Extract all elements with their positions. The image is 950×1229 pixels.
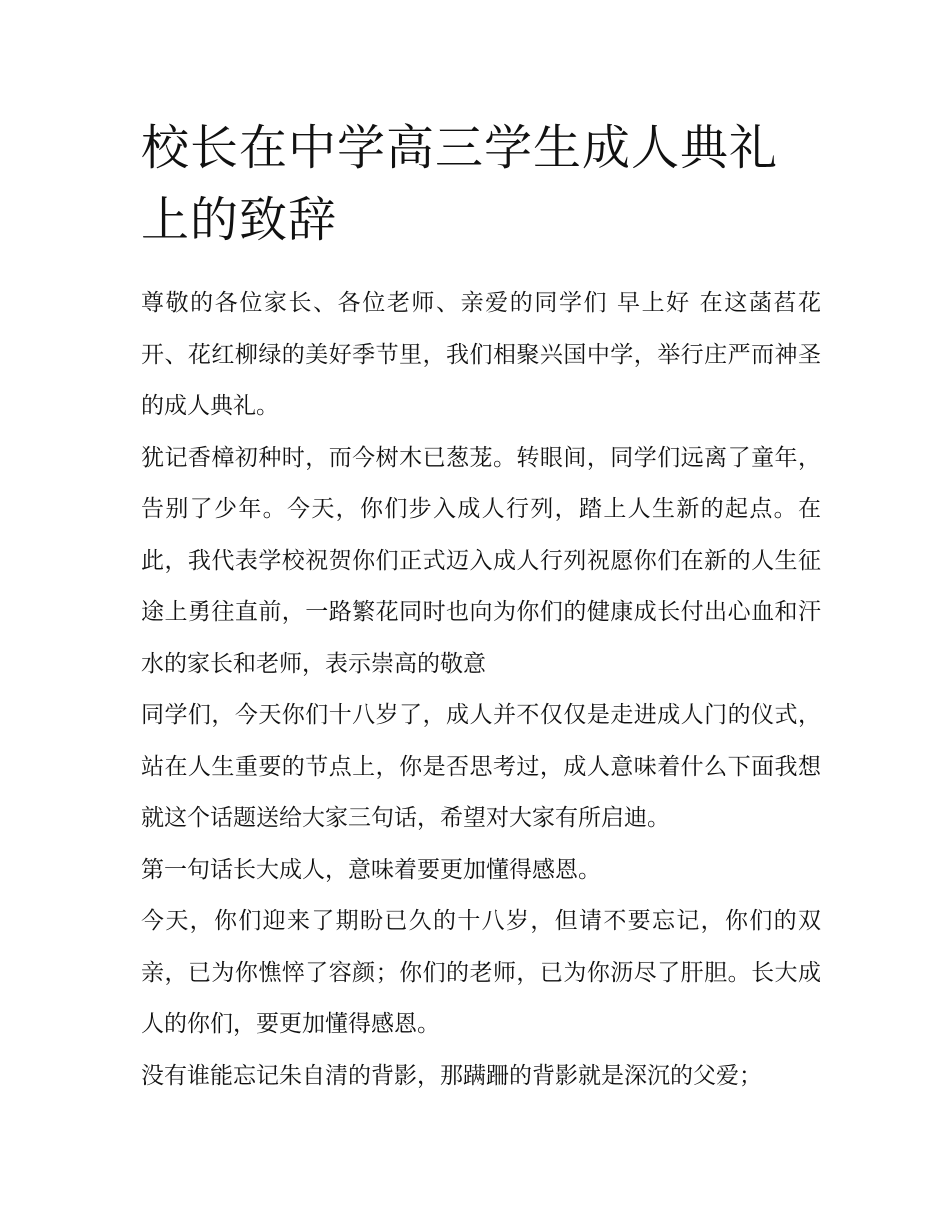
paragraph-gratitude: 今天，你们迎来了期盼已久的十八岁，但请不要忘记，你们的双亲，已为你憔悴了容颜；你们的老师，已为你沥尽了肝胆。长大成人的你们，要更加懂得感恩。 — [141, 908, 821, 1037]
paragraph-meaning-of-adulthood: 同学们，今天你们十八岁了，成人并不仅仅是走进成人门的仪式，站在人生重要的节点上，你是否思考过，成人意味着什么下面我想就这个话题送给大家三句话，希望对大家有所启迪。 — [141, 702, 821, 831]
paragraph-greeting: 尊敬的各位家长、各位老师、亲爱的同学们 早上好 在这菡萏花开、花红柳绿的美好季节里，我们相聚兴国中学，举行庄严而神圣的成人典礼。 — [141, 290, 821, 419]
paragraph-fathers-back: 没有谁能忘记朱自清的背影，那蹒跚的背影就是深沉的父爱； — [141, 1062, 762, 1089]
document-title: 校长在中学高三学生成人典礼上的致辞 — [141, 120, 779, 248]
paragraph-congratulations: 犹记香樟初种时，而今树木已葱茏。转眼间，同学们远离了童年，告别了少年。今天，你们步入成人行列，踏上人生新的起点。在此，我代表学校祝贺你们正式迈入成人行列祝愿你们在新的人生征途上勇往直前，一路繁花同时也向为你们的健康成长付出心血和汗水的家长和老师，表示崇高的敬意 — [141, 444, 821, 677]
document-body — [141, 112, 821, 1102]
paragraph-first-point: 第一句话长大成人，意味着要更加懂得感恩。 — [141, 856, 601, 883]
